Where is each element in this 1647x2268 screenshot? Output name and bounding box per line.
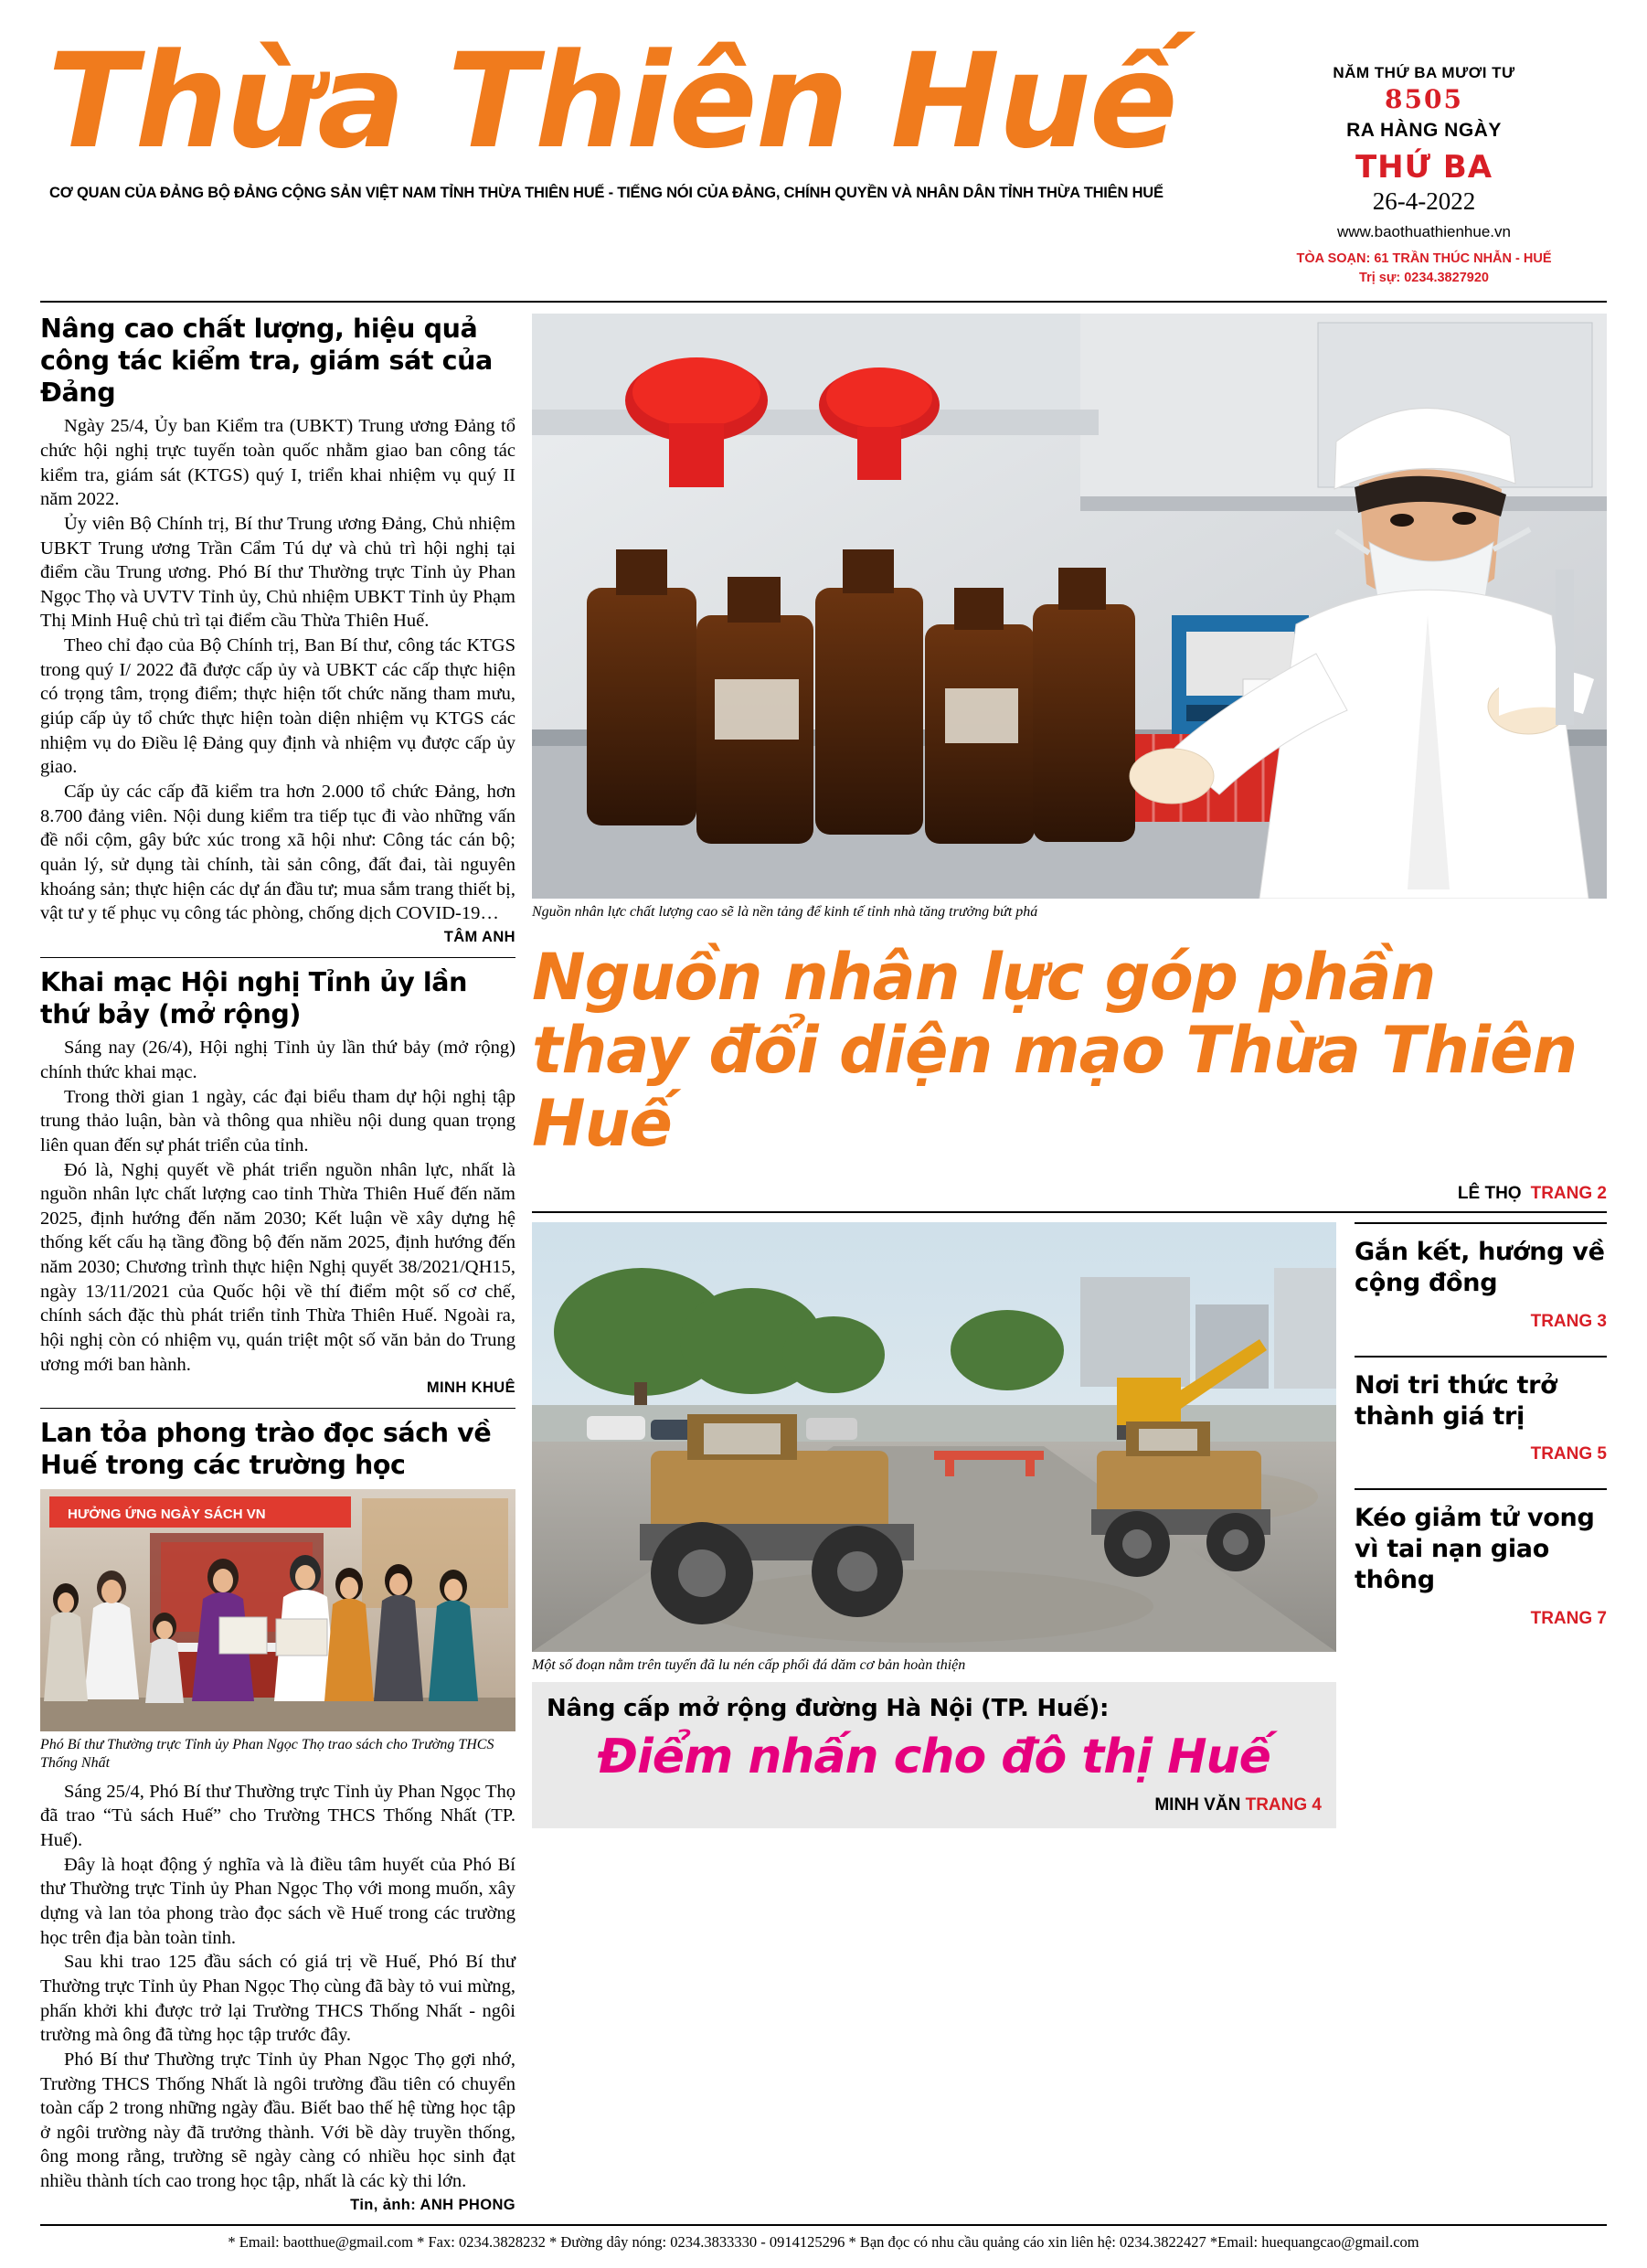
road-headline[interactable]: Điểm nhấn cho đô thị Huế	[598, 1730, 1270, 1785]
article1-byline: TÂM ANH	[443, 928, 515, 945]
office-address	[1241, 250, 1607, 288]
teaser-title[interactable]: Nơi tri thức trở thành giá trị	[1355, 1370, 1557, 1431]
article1-headline[interactable]: Nâng cao chất lượng, hiệu quả công tác kiểm tra, giám sát của Đảng	[40, 314, 493, 408]
office-address-line: TÒA SOẠN: 61 TRẦN THÚC NHẪN - HUẾ	[1296, 251, 1552, 266]
publication-frequency: RA HÀNG NGÀY	[1346, 120, 1502, 141]
teaser-title[interactable]: Gắn kết, hướng về cộng đồng	[1355, 1238, 1605, 1298]
road-author: MINH VĂN	[1154, 1794, 1241, 1815]
issue-number: 8505	[1385, 84, 1463, 114]
content-area	[40, 314, 1607, 2214]
footer-contact-line: * Email: baotthue@gmail.com * Fax: 0234.3828232 * Đường dây nóng: 0234.3833330 - 0914125296 * Bạn đọc có nhu cầu quảng cáo xin liên hệ: 0234.3822427 *Email: huequangcao@gmail.com	[228, 2233, 1419, 2251]
article3-paragraph: Sáng 25/4, Phó Bí thư Thường trực Tỉnh ủy Phan Ngọc Thọ đã trao “Tủ sách Huế” cho Trường THCS Thống Nhất (TP. Huế).	[40, 1781, 515, 1851]
lead-photo-laboratory	[532, 314, 1607, 899]
article2-byline: MINH KHUÊ	[426, 1379, 515, 1397]
right-column	[532, 314, 1607, 2214]
office-phone-line: Trị sự: 0234.3827920	[1359, 271, 1489, 286]
article2-paragraph: Sáng nay (26/4), Hội nghị Tỉnh ủy lần thứ bảy (mở rộng) chính thức khai mạc.	[40, 1038, 515, 1082]
lead-photo-caption: Nguồn nhân lực chất lượng cao sẽ là nền tảng để kinh tế tỉnh nhà tăng trưởng bứt phá	[532, 904, 1038, 921]
teaser-item[interactable]	[1355, 1503, 1607, 1628]
teaser-page-ref[interactable]: TRANG 7	[1530, 1608, 1607, 1628]
article1-paragraph: Ngày 25/4, Ủy ban Kiểm tra (UBKT) Trung ương Đảng tổ chức hội nghị trực tuyến toàn quốc nhằm giao ban công tác kiểm tra, giám sát (KTGS) quý I, triển khai nhiệm vụ quý II năm 2022.	[40, 416, 515, 510]
teaser-title[interactable]: Kéo giảm tử vong vì tai nạn giao thông	[1355, 1504, 1595, 1594]
article1-paragraph: Theo chỉ đạo của Bộ Chính trị, Ban Bí thư, công tác KTGS trong quý I/ 2022 đã được cấp ủy và UBKT các cấp thực hiện có trọng tâm, trọng điểm; thực hiện tốt chức năng tham mưu, giúp cấp ủy tổ chức thực hiện toàn diện nhiệm vụ KTGS các nhiệm vụ do Điều lệ Đảng quy định và nhiệm vụ được cấp ủy giao.	[40, 635, 515, 778]
article-doc-sach-ve-hue	[40, 1418, 515, 2213]
article1-paragraph: Ủy viên Bộ Chính trị, Bí thư Trung ương Đảng, Chủ nhiệm UBKT Trung ương Trần Cẩm Tú dự và chủ trì hội nghị tại điểm cầu Trung ương. Phó Bí thư Thường trực Tỉnh ủy Phan Ngọc Thọ và UVTV Tỉnh ủy, Chủ nhiệm UBKT Tỉnh ủy Phạm Thị Minh Huệ chủ trì tại điểm cầu Thừa Thiên Huế.	[40, 513, 515, 632]
article1-paragraph: Cấp ủy các cấp đã kiểm tra hơn 2.000 tổ chức Đảng, hơn 8.700 đảng viên. Nội dung kiểm tra tiếp tục đi vào những vấn đề nổi cộm, gây bức xúc trong xã hội như: Công tác cán bộ; quản lý, sử dụng tài chính, tài sản công, đất đai, tài nguyên khoáng sản; thực hiện các dự án đầu tư; mua sắm trang thiết bị, vật tư y tế phục vụ công tác phòng, chống dịch COVID-19…	[40, 781, 515, 924]
lead-page-ref[interactable]: TRANG 2	[1530, 1184, 1607, 1204]
left-divider-2	[40, 1408, 515, 1409]
road-article	[532, 1222, 1336, 1827]
article2-paragraph: Đó là, Nghị quyết về phát triển nguồn nhân lực, nhất là nguồn nhân lực chất lượng cao tỉnh Thừa Thiên Huế đến năm 2025, định hướng đến năm 2030; Kết luận về xây dựng hệ thống kết cấu hạ tầng đồng bộ đến năm 2025, định hướng đến năm 2030; Chương trình thực hiện Nghị quyết 38/2021/QH15, ngày 13/11/2021 của Quốc hội về thí điểm một số cơ chế, chính sách đặc thù phát triển tỉnh Thừa Thiên Huế. Ngoài ra, hội nghị còn có nhiệm vụ, quán triệt một số văn bản do Trung ương mới ban hành.	[40, 1159, 515, 1375]
masthead-divider	[40, 301, 1607, 303]
masthead	[40, 24, 1607, 288]
article-kiem-tra-giam-sat	[40, 314, 515, 946]
right-divider-1	[532, 1211, 1607, 1213]
website-url[interactable]: www.baothuathienhue.vn	[1337, 223, 1511, 240]
teaser-page-ref[interactable]: TRANG 5	[1530, 1444, 1607, 1464]
teaser-page-ref[interactable]: TRANG 3	[1530, 1311, 1607, 1331]
road-photo	[532, 1222, 1336, 1652]
road-kicker: Nâng cấp mở rộng đường Hà Nội (TP. Huế):	[547, 1695, 1110, 1723]
masthead-left	[40, 24, 1238, 202]
article3-paragraph: Đây là hoạt động ý nghĩa và là điều tâm huyết của Phó Bí thư Thường trực Tỉnh ủy Phan Ngọc Thọ với mong muốn, xây dựng và lan tỏa phong trào đọc sách về Huế trong các trường học trên địa bàn toàn tỉnh.	[40, 1854, 515, 1948]
article2-headline[interactable]: Khai mạc Hội nghị Tỉnh ủy lần thứ bảy (mở rộng)	[40, 966, 468, 1029]
left-divider-1	[40, 957, 515, 958]
left-column	[40, 314, 515, 2214]
article3-photo-caption: Phó Bí thư Thường trực Tỉnh ủy Phan Ngọc Thọ trao sách cho Trường THCS Thống Nhất	[40, 1736, 494, 1771]
lower-block	[532, 1222, 1607, 1827]
road-photo-caption: Một số đoạn nằm trên tuyến đã lu nén cấp phối đá dăm cơ bản hoàn thiện	[532, 1657, 966, 1674]
masthead-right	[1241, 24, 1607, 288]
lead-credit	[532, 1184, 1607, 1204]
issue-year-line: NĂM THỨ BA MƯƠI TƯ	[1333, 64, 1515, 81]
paper-subtitle: CƠ QUAN CỦA ĐẢNG BỘ ĐẢNG CỘNG SẢN VIỆT NAM TỈNH THỪA THIÊN HUẾ - TIẾNG NÓI CỦA ĐẢNG, CHÍNH QUYỀN VÀ NHÂN DÂN TỈNH THỪA THIÊN HUẾ	[49, 184, 1164, 201]
teaser-item[interactable]	[1355, 1370, 1607, 1465]
teaser-divider-0	[1355, 1222, 1607, 1224]
article3-paragraph: Sau khi trao 125 đầu sách có giá trị về Huế, Phó Bí thư Thường trực Tỉnh ủy Phan Ngọc Thọ cùng đã bày tỏ vui mừng, phấn khởi khi được trở lại Trường THCS Thống Nhất - ngôi trường mà ông đã từng học tập trước đây.	[40, 1952, 515, 2046]
page-footer	[40, 2224, 1607, 2252]
issue-date: 26-4-2022	[1372, 187, 1476, 215]
teaser-divider-2	[1355, 1488, 1607, 1490]
footer-divider	[40, 2224, 1607, 2226]
paper-title: Thừa Thiên Huế	[48, 25, 1176, 177]
article3-photo	[40, 1489, 515, 1731]
article3-byline: Tin, ảnh: ANH PHONG	[350, 2196, 515, 2213]
article3-paragraph: Phó Bí thư Thường trực Tỉnh ủy Phan Ngọc Thọ gợi nhớ, Trường THCS Thống Nhất là ngôi trường đầu tiên có chuyển toàn cấp 2 trong những ngày đầu. Biết bao thế hệ từng học tập ở ngôi trường này đã trưởng thành. Với bề dày truyền thống, ông mong rằng, trường sẽ ngày càng có nhiều học sinh đạt nhiều thành tích cao trong học tập, nhất là các kỳ thi lớn.	[40, 2049, 515, 2192]
svg-text:HƯỞNG ỨNG NGÀY SÁCH VN: HƯỞNG ỨNG NGÀY SÁCH VN	[68, 1506, 266, 1522]
teaser-item[interactable]	[1355, 1237, 1607, 1332]
article-hoi-nghi-tinh-uy	[40, 967, 515, 1398]
article3-headline[interactable]: Lan tỏa phong trào đọc sách về Huế trong các trường học	[40, 1418, 492, 1481]
weekday-label: THỨ BA	[1355, 149, 1493, 186]
lead-headline[interactable]: Nguồn nhân lực góp phần thay đổi diện mạo Thừa Thiên Huế	[532, 940, 1578, 1161]
road-headline-box	[532, 1682, 1336, 1827]
teaser-divider-1	[1355, 1356, 1607, 1358]
road-credit	[547, 1795, 1322, 1815]
teaser-list	[1355, 1222, 1607, 1827]
article2-paragraph: Trong thời gian 1 ngày, các đại biểu tham dự hội nghị tập trung thảo luận, bàn và thông qua nhiều nội dung quan trọng liên quan đến sự phát triển của tỉnh.	[40, 1086, 515, 1155]
lead-author: LÊ THỌ	[1457, 1184, 1522, 1204]
road-page-ref[interactable]: TRANG 4	[1245, 1794, 1322, 1815]
